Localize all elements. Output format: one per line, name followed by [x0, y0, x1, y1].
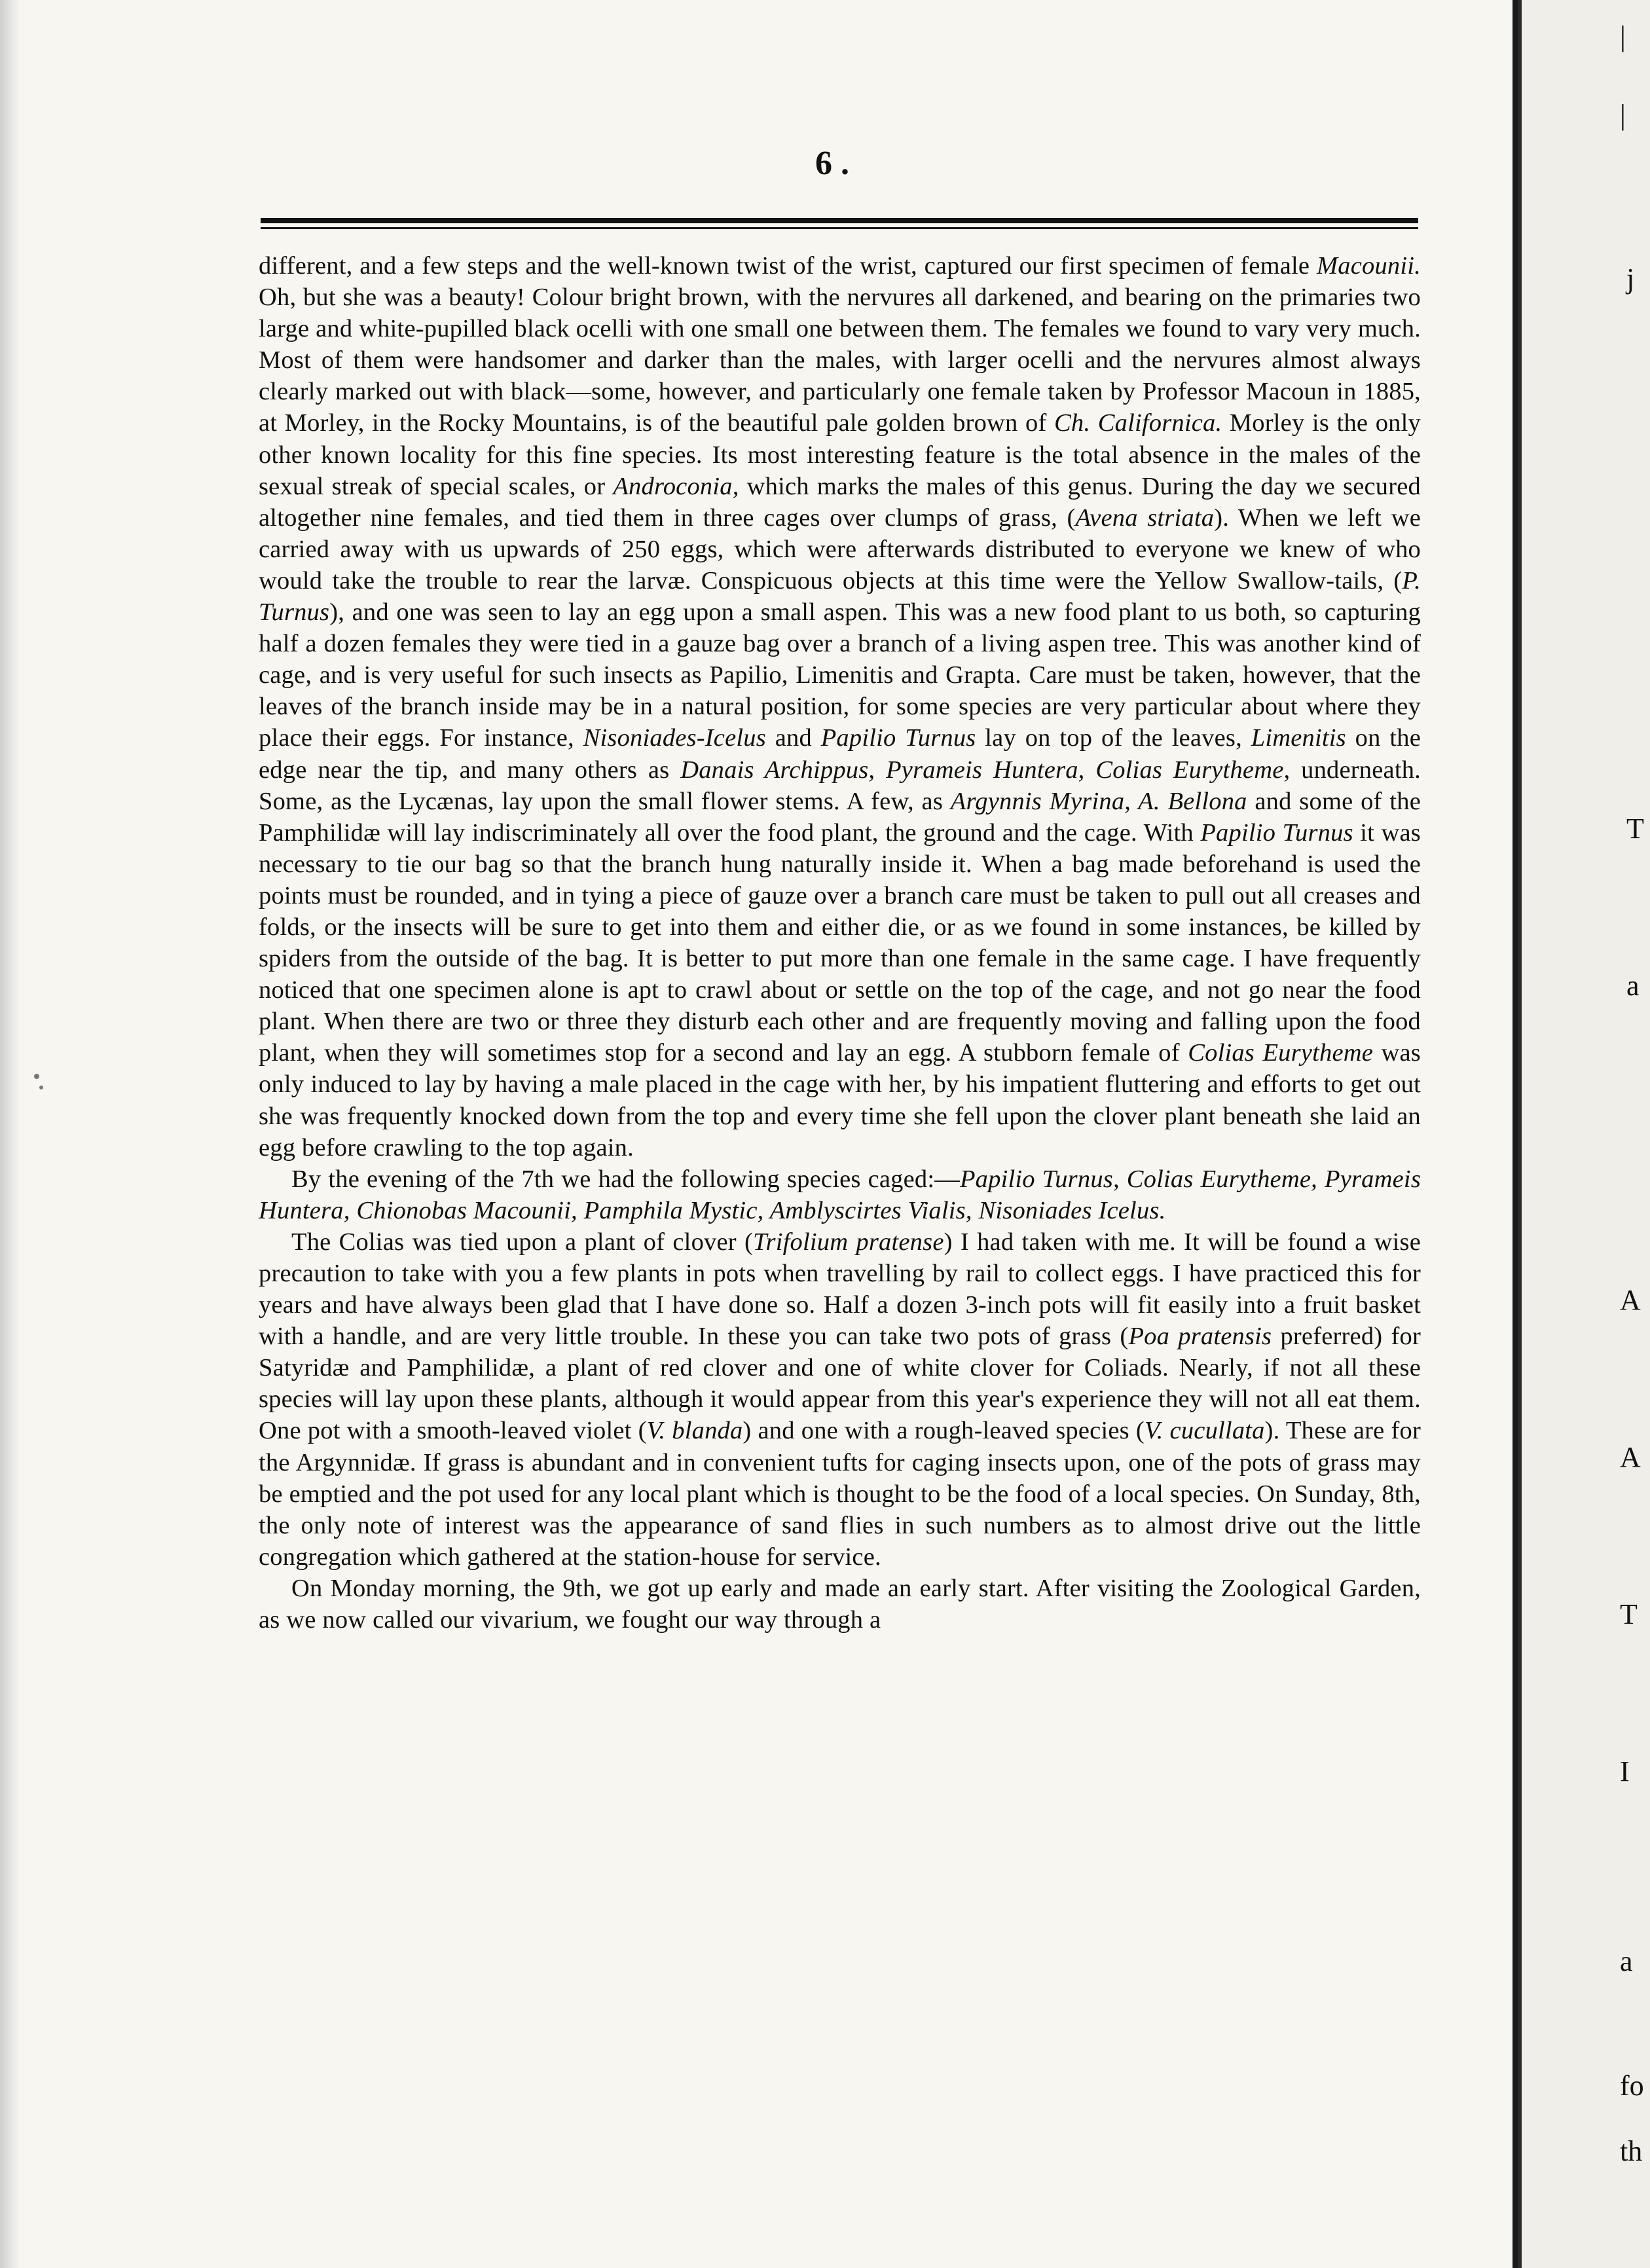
adjacent-page-fragment: |	[1620, 99, 1626, 131]
italic-run: P. Turnus	[259, 566, 1421, 627]
italic-run: Papilio Turnus	[820, 724, 976, 752]
text-run: ). These are for the Argynnidæ. If grass is abundant and in convenient tufts for caging insects upon, one of the pots of grass may be emptied and the pot used for any local plant which is thought to be the food of a local species. On Sunday, 8th, the only note of interest was the appearance of sand flies in such numbers as to almost drive out the little congregation which gathered at the station-house for service.	[259, 1417, 1421, 1571]
text-run: Morley is the only other known locality for this fine species. Its most interesting feature is the total absence in the males of the sexual streak of special scales, or	[259, 409, 1421, 500]
paragraph-2	[259, 1163, 1421, 1226]
text-run: was only induced to lay by having a male placed in the cage with her, by his impatient fluttering and efforts to get out she was frequently knocked down from the top and every time she fell upon the clover plant beneath she laid an egg before crawling to the top again.	[259, 1039, 1421, 1161]
text-run: ) I had taken with me. It will be found a wise precaution to take with you a few plants in pots when travelling by rail to collect eggs. I have practiced this for years and have always been glad that I have done so. Half a dozen 3-inch pots will fit easily into a fruit basket with a handle, and are very little trouble. In these you can take two pots of grass (	[259, 1228, 1421, 1351]
italic-run: V. cucullata	[1144, 1417, 1265, 1445]
italic-run: Limenitis	[1251, 724, 1346, 752]
text-run: underneath. Some, as the Lycænas, lay upon the small flower stems. A few, as	[259, 756, 1421, 815]
text-run: and	[765, 724, 821, 752]
text-run: lay on top of the leaves,	[976, 724, 1251, 752]
italic-run: Avena striata	[1075, 503, 1215, 532]
italic-run: Poa pratensis	[1128, 1323, 1272, 1351]
text-run: By the evening of the 7th we had the following species caged:—	[291, 1165, 960, 1193]
italic-run: Papilio Turnus	[1200, 818, 1353, 847]
adjacent-page-fragment: |	[1620, 20, 1626, 52]
italic-run: Androconia,	[613, 472, 739, 500]
text-run: which marks the males of this genus. During the day we secured altogether nine females, and tied them in three cages over clumps of grass, (	[259, 472, 1421, 532]
adjacent-page-fragment: th	[1620, 2135, 1643, 2167]
text-run: On Monday morning, the 9th, we got up early and made an early start. After visiting the Zoological Garden, as we now called our vivarium, we fought our way through a	[259, 1574, 1421, 1634]
text-run: The Colias was tied upon a plant of clover (	[291, 1228, 754, 1256]
adjacent-page-fragment: A	[1620, 1441, 1641, 1473]
scan-speck	[39, 1086, 43, 1089]
adjacent-page-edge	[1522, 0, 1650, 2268]
text-run: ) and one with a rough-leaved species (	[742, 1417, 1145, 1445]
text-run: different, and a few steps and the well-known twist of the wrist, captured our first specimen of female	[259, 252, 1317, 280]
text-run: ). When we left we carried away with us upwards of 250 eggs, which were afterwards distributed to everyone we knew of who would take the trouble to rear the larvæ. Conspicuous objects at this time were the Yellow Swallow-tails, (	[259, 503, 1421, 594]
adjacent-page-fragment: a	[1626, 970, 1640, 1002]
page-shadow-edge	[0, 0, 20, 2268]
text-run: ), and one was seen to lay an egg upon a small aspen. This was a new food plant to us both, so capturing half a dozen females they were tied in a gauze bag over a branch of a living aspen tree. This was another kind of cage, and is very useful for such insects as Papilio, Limenitis and Grapta. Care must be taken, however, that the leaves of the branch inside may be in a natural position, for some species are very particular about where they place their eggs. For instance,	[259, 598, 1421, 752]
text-run: Oh, but she was a beauty! Colour bright brown, with the nervures all darkened, and bearing on the primaries two large and white-pupilled black ocelli with one small one between them. The females we found to vary very much. Most of them were handsomer and darker than the males, with larger ocelli and the nervures almost always clearly marked out with black—some, however, and particularly one female taken by Professor Macoun in 1885, at Morley, in the Rocky Mountains, is of the beautiful pale golden brown of	[259, 284, 1421, 437]
italic-run: Trifolium pratense	[753, 1228, 944, 1256]
italic-run: Argynnis Myrina, A. Bellona	[950, 787, 1247, 815]
italic-run: Nisoniades-Icelus	[583, 724, 766, 752]
adjacent-page-fragment: fo	[1620, 2070, 1644, 2102]
adjacent-page-fragment: T	[1620, 1598, 1638, 1630]
text-run: it was necessary to tie our bag so that the branch hung naturally inside it. When a bag made beforehand is used the points must be rounded, and in tying a piece of gauze over a branch care must be taken to pull out all creases and folds, or the insects will be sure to get into them and either die, or as we found in some instances, be killed by spiders from the outside of the bag. It is better to put more than one female in the same cage. I have frequently noticed that one specimen alone is apt to crawl about or settle on the top of the cage, and not go near the food plant. When there are two or three they disturb each other and are frequently moving and falling upon the food plant, when they will sometimes stop for a second and lay an egg. A stubborn female of	[259, 818, 1421, 1067]
italic-run: Danais Archippus, Pyrameis Huntera, Colias Eurytheme,	[680, 756, 1291, 784]
page-number: 6 .	[815, 145, 849, 182]
adjacent-page-fragment: A	[1620, 1284, 1641, 1316]
header-rule-thick	[261, 218, 1418, 223]
paragraph-4	[259, 1573, 1421, 1636]
italic-run: V. blanda	[646, 1417, 743, 1445]
italic-run: Macounii.	[1317, 252, 1421, 280]
text-run: and some of the Pamphilidæ will lay indiscriminately all over the food plant, the ground and the cage. With	[259, 787, 1421, 847]
italic-run: Ch. Californica.	[1054, 409, 1222, 437]
paragraph-1	[259, 250, 1421, 1163]
adjacent-page-fragment: j	[1626, 263, 1635, 295]
article-body	[259, 250, 1421, 1636]
italic-run: Colias Eurytheme	[1188, 1039, 1374, 1067]
adjacent-page-fragment: a	[1620, 1945, 1633, 1977]
text-run: on the edge near the tip, and many others as	[259, 724, 1421, 784]
adjacent-page-fragment: T	[1626, 813, 1644, 845]
scan-speck	[34, 1074, 39, 1079]
header-rule-thin	[261, 227, 1418, 229]
text-run: preferred) for Satyridæ and Pamphilidæ, a plant of red clover and one of white clover for Coliads. Nearly, if not all these species will lay upon these plants, although it would appear from this year's experience they will not all eat them. One pot with a smooth-leaved violet (	[259, 1323, 1421, 1445]
paragraph-3	[259, 1226, 1421, 1573]
italic-run: Papilio Turnus, Colias Eurytheme, Pyrameis Huntera, Chionobas Macounii, Pamphila Mystic, Amblyscirtes Vialis, Nisoniades Icelus.	[259, 1165, 1421, 1224]
adjacent-page-fragment: I	[1620, 1755, 1630, 1787]
